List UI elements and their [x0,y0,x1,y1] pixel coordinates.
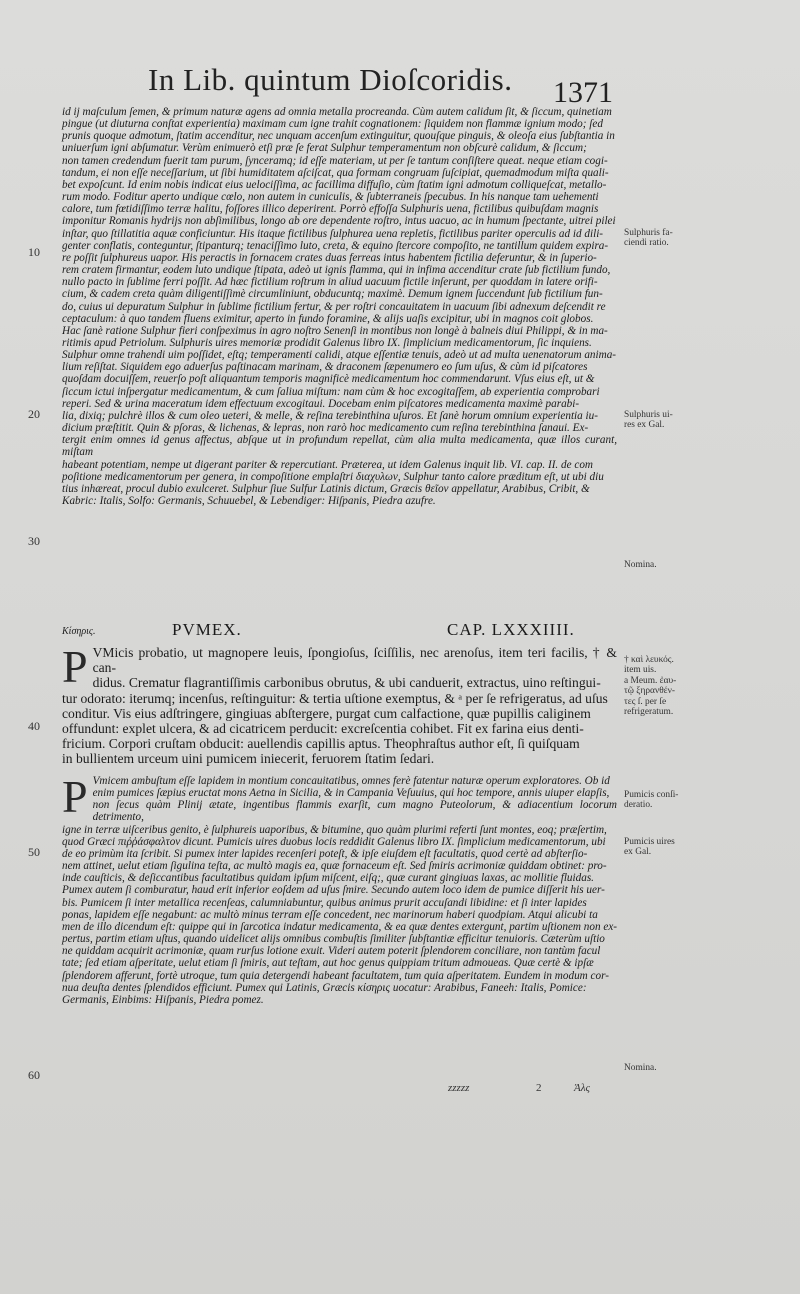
text-line: quod Græci πιῤῥάσφαλτον dicunt. Pumicis uires duobus locis reddidit Galenus libro IX. ſimplicium medicamentorum, ubi [62,835,606,848]
text-line: men de illo dicendum eſt: quippe qui in ſarcotica indatur medicamenta, & ea quæ dentes extergunt, partim uſtionem non ex- [62,920,618,933]
text-line: rem cratem firmantur, eodem luto undique ſtipata, adeò ut ignis flamma, qui in infima accenditur crate ſub fictilium fundo, [62,264,611,277]
margin-note [624,837,714,858]
dioscorides-lines [62,641,617,767]
text-line: lium reſiſtat. Siquidem ego aduerſus paſtinacam marinam, & draconem ſæpenumero eo ſum uſus, & cùm id piſcatores [62,361,588,374]
margin-note [624,1063,714,1073]
margin-note [624,790,714,811]
margin-note-line: item uis. [624,665,657,676]
text-line: ceptaculum: à quo tandem fluens eximitur, aperto in fundo foramine, & alijs uaſis excipitur, ubi in magnos coit globos. [62,312,594,325]
text-line: tius inhæreat, procul dubio exulceret. Sulphur ſiue Sulfur Latinis dictum, Græcis θεῖον appellatur, Arabibus, Cribit, & [62,482,590,495]
margin-note-line: Sulphuris fa- [624,228,673,238]
line-number: 30 [28,534,40,548]
margin-note-line: a Meum. ἐαυ- [624,675,677,686]
margin-note-line: Pumicis conſi- [624,790,679,800]
drop-cap-p: P [62,641,88,692]
margin-note-line: τες ſ. per ſe [624,696,667,707]
text-line: Kabric: Italis, Solfo: Germanis, Schuuebel, & Lebendiger: Hiſpanis, Piedra azufre. [62,495,436,507]
text-line: ſiccum ictui inſpergatur medicamentum, & cum ſaliua miſtum: nam cùm & hoc excogitaſſem, ab experientia comprobari [62,385,600,398]
line-number: 10 [28,245,40,259]
text-line: conditur. Vis eius adſtringere, gingiuas abſtergere, purgat cum calfactione, quæ pupillis caliginem [62,705,591,721]
text-line: ritimis apud Petriolum. Sulphuris uires memoriæ prodidit Galenus libro IX. ſimplicium medicamentorum, ſic inquiens. [62,336,592,349]
margin-note-line: Nomina. [624,560,657,570]
page-number: 1371 [553,76,613,109]
text-line: nem attinet, uelut etiam ſigulina teſta, ac multò magis ea, quæ fornaceum eſt. Sed ſmiris acrimoniæ quiddam obtinet: pro- [62,860,607,873]
text-line: ne quiddam acquirit acrimoniæ, quam rurſus lotione exuit. Videri autem poterit ſplendorem conciliare, non tantùm facul [62,945,601,958]
text-line: non tamen credendum fuerit tam purum, ſynceramq; id eſſe materiam, ut per ſe tantum conſiſtere queat. neque etiam cogi- [62,154,608,167]
text-line: re poſſit ſulphureus uapor. His peractis in fornacem crates duas ferreas intus habentem fictilia deferuntur, & in ſuperio- [62,251,597,264]
margin-note-line: deratio. [624,800,653,811]
text-line: genter conflatis, conteguntur, ſtipanturq; tenaciſſimo luto, creta, & equino ſtercore compoſito, ne tantillum quidem expira- [62,239,609,252]
text-line: dicium præſtitit. Quin & pſoras, & lichenas, & lepras, non rarò hoc medicamento cum reſina terebinthina ſanaui. Ex- [62,422,589,435]
text-line: bet expoſcunt. Id enim nobis indicat eius uelociſſima, ac facillima diffuſio, cùm ſtatim igni admotum colliqueſcat, metallo- [62,178,607,191]
line-number: 50 [28,845,40,859]
text-line: prunis quoque admotum, ſtatim accenditur, nec unquam accenſum extinguitur, quouſque pinguis, & oleoſa eius ſubſtantia in [62,130,615,143]
text-line: cium, & cadem creta quàm diligentiſſimè circumliniunt, obducuntq; maximè. Demum ignem ſuccendunt ſub fictilium fun- [62,288,603,301]
line-number: 20 [28,407,40,421]
text-line: bis. Pumicem ſi inter metallica recenſeas, calumniabuntur, quibus animus prurit accuſandi libidine: et ſi inter lapides [62,896,587,909]
text-line: non ſecus quàm Plinij ætate, ingentibus flammis exarſit, cum magno Puteolorum, & adiacentium locorum detrimento, [92,799,617,824]
text-line: do, cuius ui depuratum Sulphur in ſublime fictilium fertur, & per roſtri concauitatem in uacuum ſibi adnexum deſcendit re [62,300,606,313]
margin-note [624,228,714,249]
text-line: fricium. Corpori cruſtam obducit: auellendis capillis aptus. Theophraſtus author eſt, ſi quiſquam [62,736,580,752]
text-line: imponitur Romanis hydrijs non abſimilibus, longo ab ore dependente roſtro, intus uacuo, ac in humum ſpectante, uitrei pilei [62,215,616,228]
text-line: VMicis probatio, ut magnopere leuis, ſpongioſus, ſciſſilis, nec arenoſus, item teri facilis, † & can- [92,645,617,676]
margin-note-line: refrigeratum. [624,707,674,718]
text-line: offundunt: explet ulcera, & ad cicatricem perducit: excreſcentia cohibet. Fit ex farina eius denti- [62,721,584,737]
text-line: Hac ſanè ratione Sulphur fieri conſpeximus in agro noſtro Senenſi in montibus non longè à balneis diui Philippi, & in ma- [62,324,608,337]
text-line: uniuerſum igni abſumatur. Verùm enimuerò etſi præ ſe ferat Sulphur temperamentum non obſcurè calidum, & ſiccum; [62,142,587,155]
margin-note [624,655,714,717]
text-line: de eo primùm ita ſcribit. Si pumex inter lapides recenſeri poteſt, & ipſe eiuſdem eſt facultatis, quod certè ad abſterſio- [62,847,588,860]
chapter-heading [62,620,617,642]
margin-note-line: res ex Gal. [624,420,665,431]
margin-note [624,560,714,570]
text-line: didus. Crematur flagrantiſſimis carbonibus obrutus, & ubi canduerit, extractus, uino reſtingui- [92,675,601,691]
margin-note-line: Nomina. [624,1063,657,1073]
text-line: rum modo. Foditur aperto undique cœlo, non autem in cuniculis, & ſubterraneis ſpecubus. In his nanque tam uehementi [62,191,599,204]
margin-note-line: τῷ ξηρανθέν- [624,686,675,697]
line-number: 60 [28,1068,40,1082]
margin-note-line: † καὶ λευκός. [624,655,674,665]
text-line: Sulphur omne trahendi uim poſſidet, eſtq; temperamenti calidi, atque eſſentiæ tenuis, adeò ut ad multa uenenatorum anima- [62,349,617,362]
text-line: calore, tum fœtidiſſimo terræ halitu, foſſores illico deperirent. Porrò effoſſa Sulphuris uena, fictilibus quibuſdam magnis [62,203,599,216]
commentary-pumex-lines [62,771,618,1006]
commentary-pumex [62,771,618,1006]
text-line: tur odorato: iterumq; incenſus, reſtinguitur: & tertia uſtione exemptus, & ᵃ per ſe refrigeratus, ad uſus [62,690,608,706]
signature-mark: zzzzz [448,1082,470,1094]
chapter-number: CAP. LXXXIIII. [447,620,575,639]
dioscorides-text [62,641,617,767]
text-line: lia, dixiq; pulchrè illos & cum oleo ueteri, & melle, & reſina terebinthina uſuros. Et ſanè horum omnium experientia iu- [62,409,598,422]
drop-cap-p: P [62,771,88,822]
text-line: ponas, lapidem eſſe negabunt: ac multò minus terram eſſe concedent, nec marinorum haberi quodpiam. Atqui alicubi ta [62,908,598,921]
text-line: nullo pacto in ſublime ferri poſſit. Ad hæc fictilium roſtrum in aliud uacuum fictile inſerunt, per quoddam in latere orifi- [62,276,598,289]
chapter-title: PVMEX. [172,620,242,639]
text-line: id ij maſculum ſemen, & primum naturæ agens ad omnia metalla procreanda. Cùm autem calidum ſit, & ſiccum, quinetiam [62,106,612,118]
signature-number: 2 [536,1082,542,1094]
commentary-sulphur [62,106,617,507]
text-line: in bullientem urceum uini pumicem iniecerit, feruorem ſtatim ſedari. [62,751,435,767]
text-line: tergit enim omnes id genus affectus, abſque ut in profundum repellat, cùm alia multa medicamenta, quæ illos curant, miſtam [62,434,617,459]
text-line: inde cauſticis, & deſiccantibus facultatibus quidam ipſum miſcent, eiſq;, quæ curant gingiuas laxas, ac mollitie fluidas. [62,872,594,885]
margin-note-line: ex Gal. [624,847,652,858]
text-line: enim pumices ſæpius eructat mons Aetna in Sicilia, & in Campania Veſuuius, qui hoc tempore, annis uiuper elapſis, [92,787,610,800]
margin-note-line: ciendi ratio. [624,238,669,249]
greek-name: Κίσηρις. [62,626,96,637]
text-line: Pumex autem ſi comburatur, haud erit inferior eoſdem ad uſus ſmire. Secundo autem loco idem de pumice diſſerit his uer- [62,884,605,897]
line-number: 40 [28,719,40,733]
text-line: nua deuſta dentes ſplendidos efficiunt. Pumex qui Latinis, Græcis κίσηρις uocatur: Arabibus, Faneeh: Italis, Pomice: [62,981,587,994]
text-line: tate; ſed etiam aſperitate, uelut etiam ſi ſmiris, aut teſtam, aut hoc genus quippiam tritum admoueas. Quæ certè & ipſæ [62,957,594,970]
text-line: habeant potentiam, nempe ut digerant pariter & repercutiant. Præterea, ut idem Galenus inquit lib. VI. cap. II. de com [62,458,594,471]
text-line: Germanis, Einbims: Hiſpanis, Piedra pomez. [62,993,264,1006]
margin-note [624,410,714,431]
text-line: ſplendorem afferunt, fortè utroque, tum quia detergendi habeant facultatem, tum quia aſperitatem. Eundem in modum cor- [62,969,609,982]
text-line: pingue (ut diuturna conſtat experientia) maximam cum igne trahit cognationem: ſiquidem non flammæ ignium modo; ſed [62,118,603,131]
text-line: inſtar, quo ſtillatitia aquæ conficiuntur. His itaque fictilibus ſulphurea uena repletis, fictilibus pariter operculis ad id dili- [62,227,604,240]
text-line: tandum, ei non eſſe neceſſarium, ut ſibi humiditatem aſciſcat, qua formam congruam ſuſcipiat, quemadmodum miſta quali- [62,166,609,179]
text-line: pertus, partim etiam uſtus, quando uidelicet alijs omnibus combuſtis ſimiliter ſubſtantiæ efficitur tenuioris. Cæterùm uſtio [62,933,605,946]
text-line: igne in terræ uiſceribus genito, è ſulphureis uaporibus, & bitumine, quo quàm plurimi referti ſunt montes, eoq; præſertim, [62,823,607,836]
text-line: Vmicem ambuſtum eſſe lapidem in montium concauitatibus, omnes ferè fatentur naturæ operum exploratores. Ob id [92,775,610,787]
text-line: quoſdam docuiſſem, reuerſo poſt aliquantum temporis magnificè medicamentum hoc commendarunt. Vſus eius eſt, ut & [62,373,595,386]
running-title: In Lib. quintum Dioſcoridis. [148,62,513,97]
margin-note-line: Pumicis uires [624,837,675,847]
margin-note-line: Sulphuris ui- [624,410,673,420]
text-line: poſitione medicamentorum per genera, in compoſitione emplaſtri διαχυλων, Sulphur tanto calore præditum eſt, ut ubi diu [62,470,604,483]
catchword: Ἀλς [574,1082,590,1094]
text-line: reperi. Sed & urina maceratum idem effectuum excogitaui. Docebam enim piſcatores medicamenta maximè parabi- [62,397,580,410]
